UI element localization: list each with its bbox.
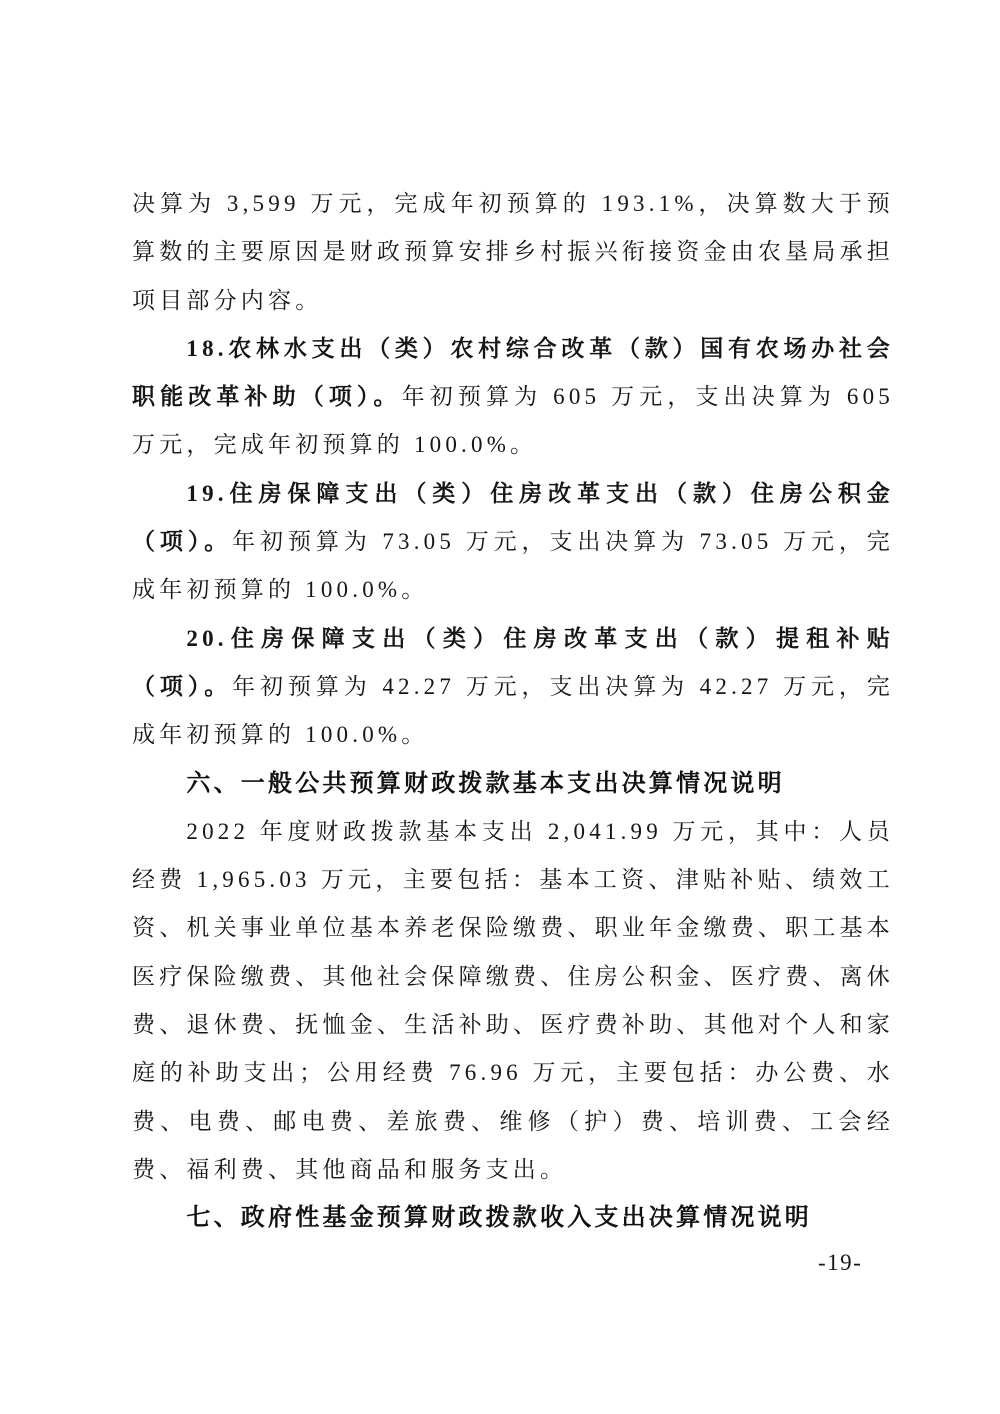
section-heading-6 [132, 760, 894, 808]
item-20-title: 20.住房保障支出（类）住房改革支出（款）提租补贴（项）。 [132, 625, 894, 699]
section-heading-6-text: 六、一般公共预算财政拨款基本支出决算情况说明 [186, 769, 785, 797]
item-20-body: 年初预算为 42.27 万元，支出决算为 42.27 万元，完成年初预算的 100.0%。 [132, 673, 894, 748]
document-body [132, 180, 894, 1243]
paragraph-item-18 [132, 325, 894, 470]
item-19-body: 年初预算为 73.05 万元，支出决算为 73.05 万元，完成年初预算的 100.0%。 [132, 529, 894, 603]
section-heading-7 [132, 1194, 894, 1242]
page-number: -19- [818, 1250, 863, 1275]
paragraph-continuation-text: 决算为 3,599 万元，完成年初预算的 193.1%，决算数大于预算数的主要原因是财政预算安排乡村振兴衔接资金由农垦局承担项目部分内容。 [132, 191, 894, 313]
section-6-paragraph-text: 2022 年度财政拨款基本支出 2,041.99 万元，其中：人员经费 1,965.03 万元，主要包括：基本工资、津贴补贴、绩效工资、机关事业单位基本养老保险缴费、职业年金缴费、职工基本医疗保险缴费、其他社会保障缴费、住房公积金、医疗费、离休费、退休费、抚恤金、生活补助、医疗费补助、其他对个人和家庭的补助支出；公用经费 76.96 万元，主要包括：办公费、水费、电费、邮电费、差旅费、维修（护）费、培训费、工会经费、福利费、其他商品和服务支出。 [132, 818, 894, 1182]
paragraph-item-20 [132, 615, 894, 760]
item-19-title: 19.住房保障支出（类）住房改革支出（款）住房公积金（项）。 [132, 480, 894, 555]
paragraph-section-6 [132, 808, 894, 1194]
paragraph-item-19 [132, 470, 894, 615]
item-18-body: 年初预算为 605 万元，支出决算为 605 万元，完成年初预算的 100.0%。 [132, 384, 894, 458]
paragraph-continuation [132, 180, 894, 325]
section-heading-7-text: 七、政府性基金预算财政拨款收入支出决算情况说明 [186, 1204, 812, 1232]
item-18-title: 18.农林水支出（类）农村综合改革（款）国有农场办社会职能改革补助（项）。 [132, 335, 894, 410]
